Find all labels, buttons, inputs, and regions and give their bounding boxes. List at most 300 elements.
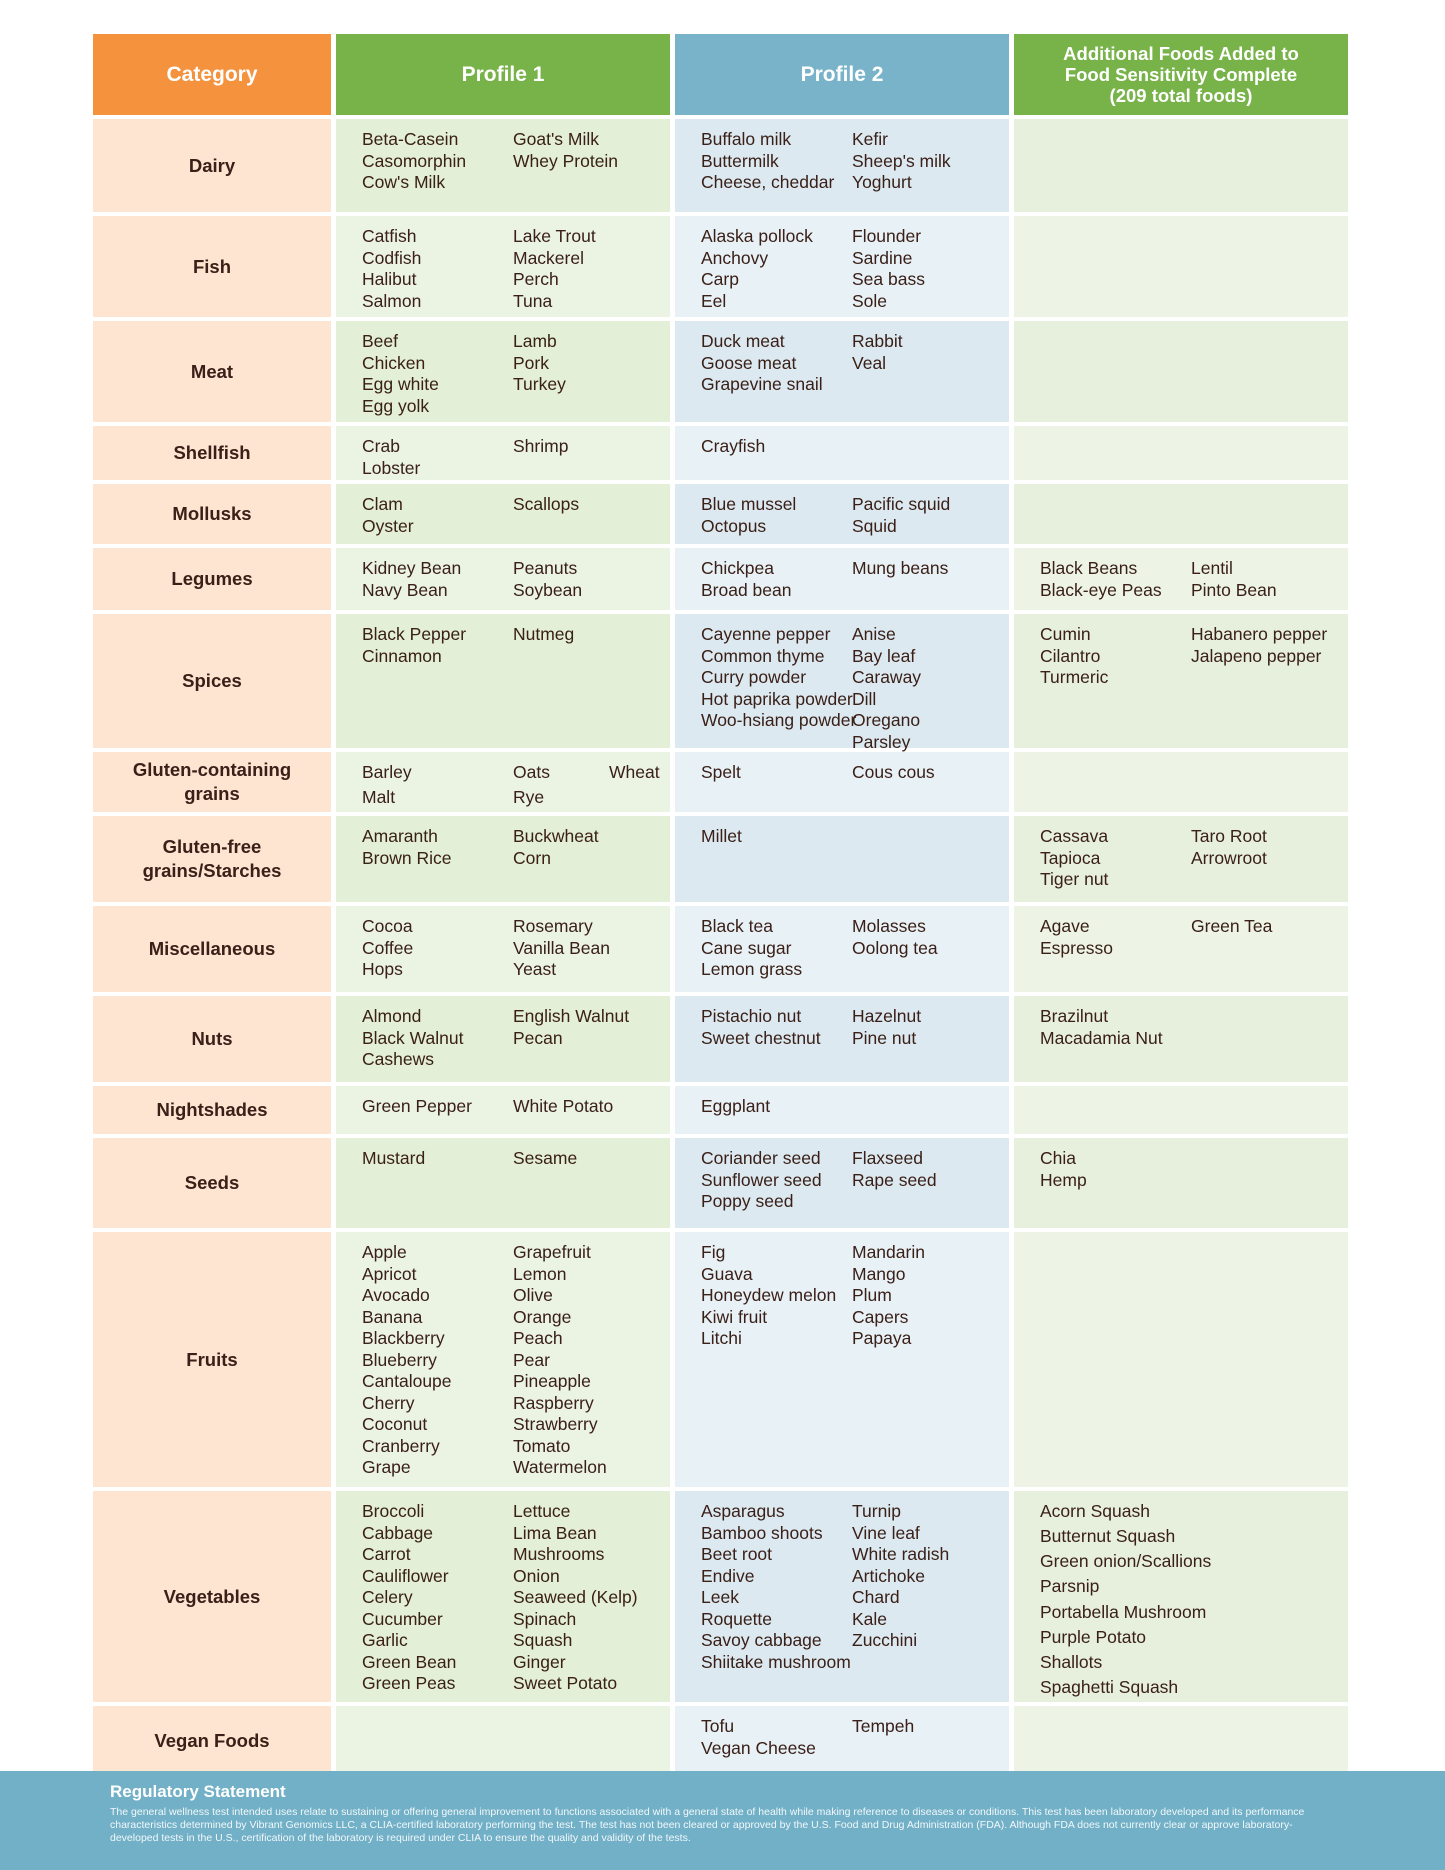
- food-item: Mandarin: [852, 1242, 925, 1262]
- food-item: Spelt: [701, 762, 741, 782]
- p1-cell: [336, 548, 670, 610]
- food-item: Green Peas: [362, 1673, 456, 1693]
- food-item: Flaxseed: [852, 1148, 924, 1168]
- food-item: Espresso: [1040, 937, 1113, 958]
- p2-cell: [675, 484, 1009, 544]
- food-item: Tempeh: [852, 1716, 915, 1736]
- category-label-line: Vegetables: [163, 1585, 261, 1607]
- food-item: Malt: [362, 787, 396, 807]
- p2-cell: [675, 996, 1009, 1082]
- p2-cell: [675, 816, 1009, 902]
- category-cell: [93, 614, 331, 748]
- category-label: [191, 360, 233, 384]
- food-item: Cayenne pepper: [701, 624, 831, 644]
- food-item: Pecan: [513, 1027, 563, 1048]
- category-cell: [93, 119, 331, 212]
- food-item: Lemon: [513, 1263, 567, 1284]
- p1-cell: [336, 216, 670, 317]
- food-item: Pistachio nut: [701, 1006, 802, 1026]
- food-item: Beef: [362, 331, 398, 351]
- food-item: Cumin: [1040, 624, 1091, 644]
- food-item: Crayfish: [701, 436, 766, 456]
- food-item: Peach: [513, 1328, 563, 1348]
- food-item: Hemp: [1040, 1169, 1087, 1190]
- food-item: Wheat: [609, 762, 660, 782]
- header-category: [93, 34, 331, 115]
- food-item: Halibut: [362, 269, 417, 289]
- food-item: Grapefruit: [513, 1242, 591, 1262]
- food-item: Casomorphin: [362, 150, 467, 171]
- p2-cell: [675, 752, 1009, 812]
- add-cell: [1014, 484, 1348, 544]
- food-item: Cashews: [362, 1049, 434, 1069]
- food-item: Blackberry: [362, 1328, 445, 1348]
- food-item: Mustard: [362, 1148, 426, 1168]
- category-label-line: Nightshades: [156, 1099, 268, 1120]
- p1-cell: [336, 906, 670, 992]
- food-item: Shiitake mushroom: [701, 1651, 851, 1672]
- food-item: Leek: [701, 1587, 739, 1607]
- food-item: Kefir: [852, 129, 888, 149]
- header-profile-2: [675, 34, 1009, 115]
- food-item: Oregano: [852, 710, 921, 730]
- food-item: Cow's Milk: [362, 172, 446, 192]
- add-cell: [1014, 548, 1348, 610]
- food-item: Black-eye Peas: [1040, 579, 1162, 600]
- header-profile-1: [336, 34, 670, 115]
- food-item: Fig: [701, 1242, 726, 1262]
- category-label-line: Gluten-free: [162, 836, 262, 857]
- food-item: Poppy seed: [701, 1191, 794, 1211]
- food-item: Oolong tea: [852, 937, 938, 958]
- food-item: Scallops: [513, 494, 580, 514]
- food-item: Kidney Bean: [362, 558, 462, 578]
- food-item: Pine nut: [852, 1027, 917, 1048]
- food-item: Sea bass: [852, 269, 925, 289]
- food-item: Anise: [852, 624, 896, 644]
- food-item: Litchi: [701, 1328, 742, 1348]
- food-item: Broccoli: [362, 1501, 425, 1521]
- category-cell: [93, 816, 331, 902]
- food-item: Tomato: [513, 1435, 571, 1456]
- food-item: Cabbage: [362, 1522, 434, 1543]
- food-item: Spaghetti Squash: [1040, 1676, 1179, 1697]
- food-item: Coriander seed: [701, 1148, 821, 1168]
- category-label: [191, 1027, 232, 1051]
- food-item: Turmeric: [1040, 667, 1109, 687]
- p1-cell: [336, 1086, 670, 1134]
- food-item: Rabbit: [852, 331, 903, 351]
- category-label-line: Legumes: [171, 568, 253, 589]
- category-cell: [93, 1491, 331, 1702]
- food-item: Octopus: [701, 515, 767, 536]
- food-item: Tiger nut: [1040, 869, 1109, 889]
- category-label: [149, 937, 275, 961]
- food-item: Millet: [701, 826, 742, 846]
- food-item: Broad bean: [701, 579, 792, 600]
- food-item: Coconut: [362, 1414, 428, 1434]
- food-item: Jalapeno pepper: [1191, 645, 1322, 666]
- food-item: Carrot: [362, 1544, 411, 1564]
- food-item: Eel: [701, 290, 727, 311]
- category-label: [156, 1098, 267, 1122]
- food-item: Buffalo milk: [701, 129, 792, 149]
- food-item: Green Pepper: [362, 1096, 472, 1116]
- food-item: Agave: [1040, 916, 1090, 936]
- p2-cell: [675, 548, 1009, 610]
- add-cell: [1014, 1706, 1348, 1775]
- food-item: Capers: [852, 1306, 909, 1327]
- p2-cell: [675, 1138, 1009, 1228]
- food-item: Black Beans: [1040, 558, 1138, 578]
- food-item: Dill: [852, 688, 877, 709]
- category-label-line: Mollusks: [172, 503, 252, 524]
- food-item: Sheep's milk: [852, 150, 951, 171]
- food-item: Navy Bean: [362, 579, 448, 600]
- add-cell: [1014, 614, 1348, 748]
- food-item: Buttermilk: [701, 150, 779, 171]
- food-item: Tapioca: [1040, 847, 1101, 868]
- food-item: Artichoke: [852, 1565, 925, 1586]
- food-item: Cous cous: [852, 762, 935, 782]
- add-cell: [1014, 1232, 1348, 1487]
- food-item: Turnip: [852, 1501, 901, 1521]
- category-label: [171, 567, 252, 591]
- p1-cell: [336, 426, 670, 480]
- food-item: Amaranth: [362, 826, 438, 846]
- food-item: Spinach: [513, 1608, 577, 1629]
- food-item: Shrimp: [513, 436, 569, 456]
- regulatory-statement-text: The general wellness test intended uses relate to sustaining or offering general improvement to functions associated with a general state of health while making reference to diseases or conditions. This test has been laboratory developed and its performance characteristics determined by Vibrant Genomics LLC, a CLIA-certified laboratory performing the test. The test has not been cleared or approved by the U.S. Food and Drug Administration (FDA). Although FDA does not currently clear or approve laboratory-developed tests in the U.S., certification of the laboratory is required under CLIA to ensure the quality and validity of the tests.: [110, 1806, 1305, 1844]
- category-label-line: Nuts: [191, 1028, 233, 1049]
- header-profile-1-label: Profile 1: [461, 62, 545, 86]
- category-label-line: grains/Starches: [142, 860, 282, 881]
- food-item: Lemon grass: [701, 959, 803, 979]
- food-item: Buckwheat: [513, 826, 599, 846]
- food-item: Cantaloupe: [362, 1371, 452, 1391]
- p2-cell: [675, 1232, 1009, 1487]
- food-item: Duck meat: [701, 331, 785, 351]
- food-item: Black Walnut: [362, 1027, 464, 1048]
- food-item: Parsnip: [1040, 1576, 1100, 1597]
- food-item: Pineapple: [513, 1371, 591, 1391]
- food-item: Sole: [852, 290, 888, 311]
- food-item: Brazilnut: [1040, 1006, 1109, 1026]
- food-item: Blueberry: [362, 1349, 437, 1370]
- p2-cell: [675, 426, 1009, 480]
- food-item: Roquette: [701, 1608, 773, 1629]
- food-item: Avocado: [362, 1285, 430, 1305]
- category-label-line: Spices: [182, 670, 242, 691]
- p2-cell: [675, 1086, 1009, 1134]
- add-cell: [1014, 906, 1348, 992]
- food-item: Garlic: [362, 1630, 408, 1650]
- food-item: Sweet chestnut: [701, 1027, 821, 1048]
- food-item: Lobster: [362, 457, 421, 478]
- header-additional-foods: [1014, 34, 1348, 115]
- p2-cell: [675, 614, 1009, 752]
- category-label: [193, 255, 231, 279]
- food-item: Bay leaf: [852, 645, 916, 666]
- food-item: Orange: [513, 1306, 572, 1327]
- food-item: Cane sugar: [701, 937, 792, 958]
- food-item: Whey Protein: [513, 150, 619, 171]
- category-cell: [93, 426, 331, 480]
- category-cell: [93, 216, 331, 317]
- category-cell: [93, 321, 331, 422]
- food-item: Zucchini: [852, 1630, 918, 1650]
- food-item: Goose meat: [701, 352, 797, 373]
- food-item: Mushrooms: [513, 1544, 605, 1564]
- food-item: White radish: [852, 1544, 950, 1564]
- p1-cell: [336, 1138, 670, 1228]
- food-item: Carp: [701, 269, 739, 289]
- food-item: Cherry: [362, 1392, 415, 1413]
- food-item: Egg yolk: [362, 395, 430, 416]
- food-item: Macadamia Nut: [1040, 1027, 1163, 1048]
- food-item: Cheese, cheddar: [701, 172, 835, 192]
- food-item: Rape seed: [852, 1169, 937, 1190]
- food-item: Anchovy: [701, 247, 769, 268]
- food-item: Endive: [701, 1565, 755, 1586]
- category-label: [185, 1171, 240, 1195]
- food-item: Bamboo shoots: [701, 1522, 823, 1543]
- category-cell: [93, 906, 331, 992]
- food-item: Apple: [362, 1242, 407, 1262]
- food-item: Cilantro: [1040, 645, 1101, 666]
- food-item: Perch: [513, 269, 559, 289]
- add-cell: [1014, 321, 1348, 422]
- food-item: Kale: [852, 1608, 888, 1629]
- food-item: Sardine: [852, 247, 913, 268]
- category-label-line: Fruits: [186, 1348, 238, 1370]
- food-item: Veal: [852, 352, 887, 373]
- food-item: Sesame: [513, 1148, 578, 1168]
- category-label-line: Meat: [190, 360, 234, 382]
- food-item: Alaska pollock: [701, 226, 813, 246]
- food-item: Sweet Potato: [513, 1673, 618, 1693]
- p1-cell: [336, 119, 670, 212]
- food-item: Arrowroot: [1191, 847, 1267, 868]
- food-item: Almond: [362, 1006, 422, 1026]
- food-item: Beet root: [701, 1544, 773, 1564]
- food-item: Corn: [513, 847, 551, 868]
- food-item: Oyster: [362, 515, 414, 536]
- food-item: Chia: [1040, 1148, 1076, 1168]
- food-item: Codfish: [362, 247, 422, 268]
- add-cell: [1014, 1086, 1348, 1134]
- food-item: Lettuce: [513, 1501, 571, 1521]
- category-label-line: Seeds: [184, 1172, 240, 1193]
- category-label-line: Vegan Foods: [154, 1729, 270, 1751]
- category-label-line: Shellfish: [173, 442, 251, 463]
- food-item: Turkey: [513, 374, 566, 394]
- food-item: Purple Potato: [1040, 1626, 1147, 1647]
- category-label-line: Gluten-containing: [132, 759, 292, 780]
- category-label: [189, 154, 235, 178]
- category-cell: [93, 484, 331, 544]
- food-item: Mung beans: [852, 558, 949, 578]
- food-item: Chard: [852, 1587, 900, 1607]
- p1-cell: [336, 1491, 670, 1702]
- food-item: Mango: [852, 1263, 906, 1284]
- category-label: [186, 1348, 237, 1372]
- food-item: Hops: [362, 959, 403, 979]
- food-item: Woo-hsiang powder: [701, 710, 857, 730]
- food-item: Papaya: [852, 1328, 912, 1348]
- food-item: Cassava: [1040, 826, 1109, 846]
- food-item: Vegan Cheese: [701, 1737, 816, 1758]
- add-cell: [1014, 119, 1348, 212]
- regulatory-statement: [0, 1771, 1445, 1870]
- food-item: Watermelon: [513, 1457, 607, 1477]
- food-item: Barley: [362, 762, 412, 782]
- category-label: [172, 502, 251, 526]
- food-item: Lima Bean: [513, 1522, 597, 1543]
- food-item: Olive: [513, 1285, 553, 1305]
- header-additional-line-3: (209 total foods): [1109, 85, 1253, 106]
- p2-cell: [675, 119, 1009, 212]
- food-item: Rye: [513, 787, 545, 807]
- food-item: Celery: [362, 1587, 413, 1607]
- category-cell: [93, 752, 331, 812]
- add-cell: [1014, 996, 1348, 1082]
- food-item: Curry powder: [701, 667, 807, 687]
- category-cell: [93, 996, 331, 1082]
- p2-cell: [675, 1491, 1009, 1702]
- p2-cell: [675, 906, 1009, 992]
- food-item: Banana: [362, 1306, 423, 1327]
- category-cell: [93, 1232, 331, 1487]
- food-item: Squid: [852, 515, 897, 536]
- food-item: Cranberry: [362, 1435, 440, 1456]
- food-item: Guava: [701, 1263, 753, 1284]
- add-cell: [1014, 216, 1348, 317]
- food-item: Nutmeg: [513, 624, 575, 644]
- food-item: Common thyme: [701, 645, 825, 666]
- category-label-line: grains: [184, 783, 240, 804]
- add-cell: [1014, 1491, 1348, 1702]
- food-item: Ginger: [513, 1651, 566, 1672]
- food-item: Acorn Squash: [1040, 1501, 1150, 1521]
- food-item: Tuna: [513, 290, 553, 311]
- food-item: Clam: [362, 494, 403, 514]
- category-cell: [93, 1138, 331, 1228]
- food-item: Yeast: [513, 959, 557, 979]
- header-additional-label: [1063, 43, 1299, 106]
- category-label: [164, 1585, 261, 1609]
- food-item: Goat's Milk: [513, 129, 599, 149]
- food-item: Seaweed (Kelp): [513, 1587, 638, 1607]
- header-additional-line-2: Food Sensitivity Complete: [1064, 64, 1298, 85]
- food-item: Mackerel: [513, 247, 584, 268]
- food-item: English Walnut: [513, 1006, 630, 1026]
- food-item: Asparagus: [701, 1501, 785, 1521]
- add-cell: [1014, 426, 1348, 480]
- food-item: Taro Root: [1191, 826, 1267, 846]
- food-item: Eggplant: [701, 1096, 771, 1116]
- food-item: Lentil: [1191, 558, 1233, 578]
- food-item: Grape: [362, 1457, 411, 1477]
- food-item: Salmon: [362, 290, 422, 311]
- food-item: Catfish: [362, 226, 417, 246]
- category-cell: [93, 1086, 331, 1134]
- food-item: Black Pepper: [362, 624, 467, 644]
- p1-cell: [336, 996, 670, 1082]
- category-label: [143, 835, 282, 883]
- food-item: Sunflower seed: [701, 1169, 822, 1190]
- food-item: Vanilla Bean: [513, 937, 610, 958]
- food-item: Oats: [513, 762, 550, 782]
- header-profile-2-label: Profile 2: [800, 62, 884, 86]
- category-label: [154, 1729, 269, 1753]
- food-item: Pear: [513, 1349, 550, 1370]
- category-label-line: Dairy: [188, 154, 236, 176]
- food-item: Onion: [513, 1565, 560, 1586]
- food-item: Apricot: [362, 1263, 417, 1284]
- food-item: Plum: [852, 1285, 892, 1305]
- p2-cell: [675, 1706, 1009, 1775]
- food-item: Kiwi fruit: [701, 1306, 768, 1327]
- food-item: Green onion/Scallions: [1040, 1551, 1212, 1572]
- food-item: Yoghurt: [852, 172, 912, 192]
- header-category-label: Category: [166, 62, 258, 86]
- food-item: Brown Rice: [362, 847, 452, 868]
- add-cell: [1014, 1138, 1348, 1228]
- food-item: Green Bean: [362, 1651, 457, 1672]
- food-item: Beta-Casein: [362, 129, 459, 149]
- p1-cell: [336, 752, 670, 812]
- food-item: Cauliflower: [362, 1565, 449, 1586]
- category-label: [182, 669, 242, 693]
- p1-cell: [336, 321, 670, 422]
- food-item: Hazelnut: [852, 1006, 922, 1026]
- p1-cell: [336, 816, 670, 902]
- category-label: [173, 441, 250, 465]
- category-label-line: Miscellaneous: [148, 938, 276, 959]
- food-item: Blue mussel: [701, 494, 797, 514]
- food-item: Molasses: [852, 916, 926, 936]
- food-item: Pinto Bean: [1191, 579, 1277, 600]
- food-item: Cocoa: [362, 916, 413, 936]
- food-item: Caraway: [852, 667, 922, 687]
- p1-cell: [336, 1232, 670, 1487]
- header-additional-line-1: Additional Foods Added to: [1063, 43, 1299, 64]
- food-item: Black tea: [701, 916, 773, 936]
- food-item: Pork: [513, 352, 549, 373]
- food-item: Squash: [513, 1630, 573, 1650]
- food-item: Lamb: [513, 331, 557, 351]
- food-item: Shallots: [1040, 1651, 1103, 1672]
- food-item: Portabella Mushroom: [1040, 1601, 1207, 1622]
- food-item: Soybean: [513, 579, 583, 600]
- food-item: Crab: [362, 436, 400, 456]
- p1-cell: [336, 614, 670, 748]
- food-item: Rosemary: [513, 916, 593, 936]
- food-item: Vine leaf: [852, 1522, 920, 1543]
- food-item: Parsley: [852, 731, 911, 752]
- food-item: Honeydew melon: [701, 1285, 837, 1305]
- food-category-table: [93, 34, 1346, 1775]
- add-cell: [1014, 816, 1348, 902]
- food-item: Butternut Squash: [1040, 1526, 1176, 1547]
- add-cell: [1014, 752, 1348, 812]
- food-item: Raspberry: [513, 1392, 594, 1413]
- p1-cell: [336, 1706, 670, 1775]
- food-item: Savoy cabbage: [701, 1630, 822, 1650]
- food-item: White Potato: [513, 1096, 614, 1116]
- food-item: Flounder: [852, 226, 922, 246]
